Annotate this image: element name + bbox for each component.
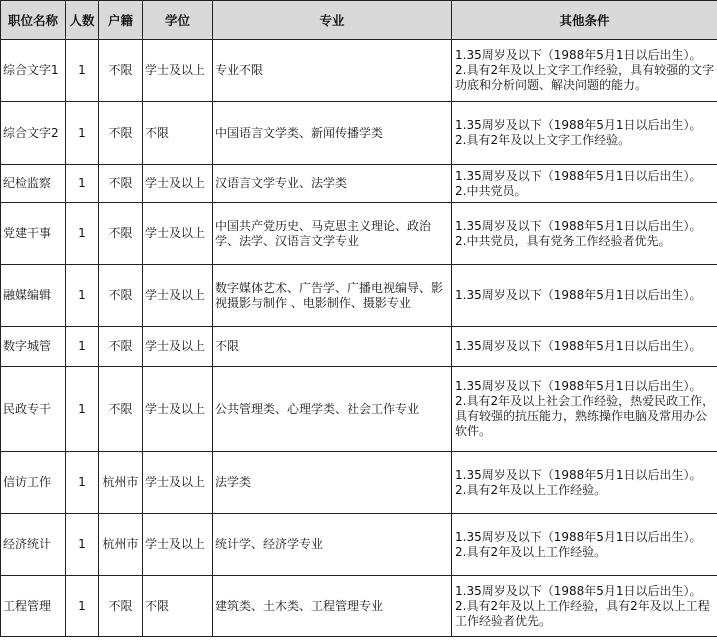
requirement-line: 1.35周岁及以下（1988年5月1日以后出生）。 (455, 288, 702, 302)
table-row (1, 265, 717, 327)
requirements-cell (452, 367, 717, 452)
degree-cell: 不限 (143, 576, 213, 637)
requirement-line: 2.具有2年及以上社会工作经验，热爱民政工作，具有较强的抗压能力，熟练操作电脑及常用办公软件。 (455, 394, 715, 438)
header-position-name: 职位名称 (1, 1, 66, 40)
requirement-line: 1.35周岁及以下（1988年5月1日以后出生）。 (455, 218, 702, 233)
huji-cell: 不限 (99, 165, 143, 203)
count-cell: 1 (66, 165, 99, 203)
requirement-line: 2.具有2年及以上文字工作经验。 (455, 133, 631, 147)
header-major: 专业 (213, 1, 452, 40)
requirements-cell (452, 102, 717, 165)
degree-cell: 学士及以上 (143, 165, 213, 203)
degree-cell: 学士及以上 (143, 203, 213, 265)
huji-cell: 不限 (99, 576, 143, 637)
table-row (1, 514, 717, 576)
table-row (1, 165, 717, 203)
count-cell: 1 (66, 265, 99, 327)
position-name-cell: 经济统计 (1, 514, 66, 576)
major-cell: 专业不限 (213, 40, 452, 102)
major-cell: 统计学、经济学专业 (213, 514, 452, 576)
header-other-requirements: 其他条件 (452, 1, 717, 40)
huji-cell: 不限 (99, 203, 143, 265)
requirements-cell (452, 265, 717, 327)
requirement-line: 1.35周岁及以下（1988年5月1日以后出生）。 (455, 339, 702, 353)
table-row (1, 102, 717, 165)
major-cell: 公共管理类、心理学类、社会工作专业 (213, 367, 452, 452)
requirement-line: 2.具有2年及以上文字工作经验，具有较强的文字功底和分析问题、解决问题的能力。 (455, 63, 715, 92)
position-name-cell: 数字城管 (1, 327, 66, 367)
requirement-line: 2.中共党员。 (455, 183, 527, 198)
header-count: 人数 (66, 1, 99, 40)
huji-cell: 杭州市 (99, 452, 143, 514)
position-name-cell: 民政专干 (1, 367, 66, 452)
table-row (1, 40, 717, 102)
degree-cell: 不限 (143, 102, 213, 165)
position-name-cell: 信访工作 (1, 452, 66, 514)
requirement-line: 2.具有2年及以上工作经验，具有2年及以上工程工作经验者优先。 (455, 598, 710, 628)
major-cell: 中国共产党历史、马克思主义理论、政治学、法学、汉语言文学专业 (213, 203, 452, 265)
degree-cell: 学士及以上 (143, 452, 213, 514)
count-cell: 1 (66, 367, 99, 452)
huji-cell: 不限 (99, 327, 143, 367)
huji-cell: 不限 (99, 367, 143, 452)
requirement-line: 2.具有2年及以上工作经验。 (455, 482, 607, 497)
count-cell: 1 (66, 102, 99, 165)
degree-cell: 学士及以上 (143, 514, 213, 576)
table-row (1, 367, 717, 452)
requirement-line: 1.35周岁及以下（1988年5月1日以后出生）。 (455, 467, 702, 482)
position-name-cell: 工程管理 (1, 576, 66, 637)
major-cell: 汉语言文学专业、法学类 (213, 165, 452, 203)
count-cell: 1 (66, 327, 99, 367)
huji-cell: 不限 (99, 40, 143, 102)
position-name-cell: 综合文字1 (1, 40, 66, 102)
major-cell: 法学类 (213, 452, 452, 514)
requirements-cell (452, 40, 717, 102)
major-cell: 建筑类、土木类、工程管理专业 (213, 576, 452, 637)
requirement-line: 1.35周岁及以下（1988年5月1日以后出生）。 (455, 379, 702, 393)
requirement-line: 2.中共党员，具有党务工作经验者优先。 (455, 233, 671, 248)
degree-cell: 学士及以上 (143, 367, 213, 452)
degree-cell: 学士及以上 (143, 40, 213, 102)
huji-cell: 不限 (99, 265, 143, 327)
major-cell: 数字媒体艺术、广告学、广播电视编导、影视摄影与制作 、电影制作、摄影专业 (213, 265, 452, 327)
position-name-cell: 综合文字2 (1, 102, 66, 165)
header-huji: 户籍 (99, 1, 143, 40)
major-cell: 不限 (213, 327, 452, 367)
count-cell: 1 (66, 576, 99, 637)
requirement-line: 1.35周岁及以下（1988年5月1日以后出生）。 (455, 529, 702, 544)
requirements-cell (452, 203, 717, 265)
position-name-cell: 党建干事 (1, 203, 66, 265)
table-body (1, 40, 717, 637)
table-row (1, 327, 717, 367)
count-cell: 1 (66, 514, 99, 576)
requirements-cell (452, 327, 717, 367)
header-row (1, 1, 717, 40)
degree-cell: 学士及以上 (143, 327, 213, 367)
position-name-cell: 融媒编辑 (1, 265, 66, 327)
requirements-cell (452, 165, 717, 203)
huji-cell: 不限 (99, 102, 143, 165)
position-name-cell: 纪检监察 (1, 165, 66, 203)
huji-cell: 杭州市 (99, 514, 143, 576)
count-cell: 1 (66, 40, 99, 102)
count-cell: 1 (66, 452, 99, 514)
degree-cell: 学士及以上 (143, 265, 213, 327)
table-row (1, 452, 717, 514)
requirement-line: 1.35周岁及以下（1988年5月1日以后出生）。 (455, 168, 702, 183)
requirement-line: 1.35周岁及以下（1988年5月1日以后出生）。 (455, 48, 702, 62)
requirement-line: 2.具有2年及以上工作经验。 (455, 544, 607, 559)
requirements-cell (452, 452, 717, 514)
requirements-cell (452, 576, 717, 637)
count-cell: 1 (66, 203, 99, 265)
major-cell: 中国语言文学类、新闻传播学类 (213, 102, 452, 165)
table-row (1, 203, 717, 265)
requirement-line: 1.35周岁及以下（1988年5月1日以后出生）。 (455, 118, 702, 132)
requirements-cell (452, 514, 717, 576)
header-degree: 学位 (143, 1, 213, 40)
table-row (1, 576, 717, 637)
requirement-line: 1.35周岁及以下（1988年5月1日以后出生）。 (455, 583, 702, 598)
